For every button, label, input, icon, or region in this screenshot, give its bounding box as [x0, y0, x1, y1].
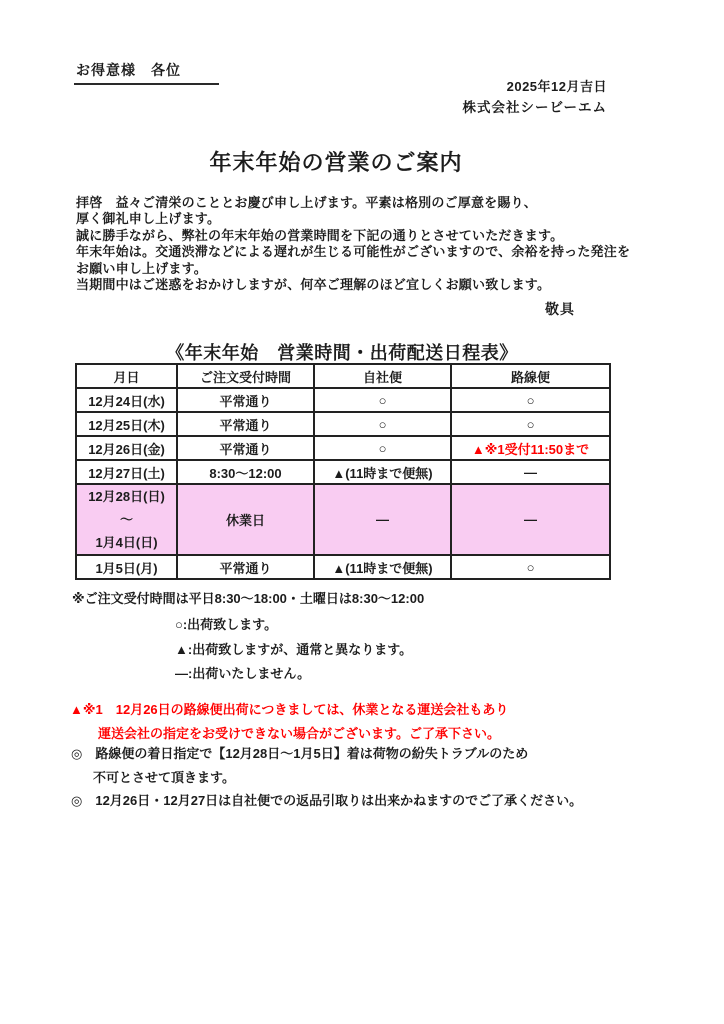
reception-hours-note: ※ご注文受付時間は平日8:30～18:00・土曜日は8:30～12:00 [72, 591, 425, 606]
cell-date: 12月27日(土) [76, 460, 177, 484]
col-header-date: 月日 [76, 364, 177, 388]
warning-line: 運送会社の指定をお受けできない場合がございます。ご了承下さい。 [98, 725, 500, 741]
cell-own-service: ○ [314, 412, 451, 436]
cell-own-service: — [314, 484, 451, 555]
cell-route-service-warning: ▲※1受付11:50まで [451, 436, 610, 460]
company-name: 株式会社シービーエム [462, 100, 607, 115]
date-range-end: 1月4日(日) [95, 535, 158, 550]
legend-dash: —:出荷いたしません。 [175, 666, 311, 681]
cell-date: 12月26日(金) [76, 436, 177, 460]
remark-line: ◎ 路線便の着日指定で【12月28日～1月5日】着は荷物の紛失トラブルのため [71, 746, 529, 761]
cell-date: 1月5日(月) [76, 555, 177, 579]
table-row [76, 436, 610, 460]
cell-route-service: ○ [451, 388, 610, 412]
body-line: 厚く御礼申し上げます。 [76, 211, 221, 227]
table-row [76, 555, 610, 579]
cell-date: 12月24日(水) [76, 388, 177, 412]
table-row [76, 460, 610, 484]
cell-date: 12月25日(木) [76, 412, 177, 436]
route-service-warning [70, 698, 508, 745]
page-title: 年末年始の営業のご案内 [209, 150, 463, 175]
document-date: 2025年12月吉日 [506, 79, 607, 94]
cell-order-time: 8:30～12:00 [177, 460, 314, 484]
recipient-line: お得意様 各位 [74, 60, 219, 85]
warning-line: ▲※1 12月26日の路線便出荷につきましては、休業となる運送会社もあり [70, 702, 509, 717]
cell-route-service: ○ [451, 555, 610, 579]
cell-route-service: ○ [451, 412, 610, 436]
date-range-tilde: ～ [119, 512, 133, 527]
remark-line: ◎ 12月26日・12月27日は自社便での返品引取りは出来かねますのでご了承ください。 [71, 793, 583, 808]
cell-own-service: ▲(11時まで便無) [314, 460, 451, 484]
symbol-legend [175, 613, 412, 687]
body-line: お願い申し上げます。 [76, 260, 207, 276]
table-row [76, 388, 610, 412]
closing-keigu: 敬具 [545, 301, 575, 317]
body-line: 年末年始は。交通渋滞などによる遅れが生じる可能性がございますので、余裕を持った発注を [76, 244, 631, 260]
remark-line: 不可とさせて頂きます。 [93, 769, 235, 785]
cell-order-time: 平常通り [177, 555, 314, 579]
body-line: 当期間中はご迷惑をおかけしますが、何卒ご理解のほど宜しくお願い致します。 [76, 277, 551, 293]
remarks-section [71, 742, 582, 813]
legend-circle: ○:出荷致します。 [175, 617, 278, 632]
cell-own-service: ○ [314, 388, 451, 412]
col-header-order-time: ご注文受付時間 [177, 364, 314, 388]
cell-route-service: — [451, 484, 610, 555]
legend-triangle: ▲:出荷致しますが、通常と異なります。 [175, 641, 413, 657]
body-line: 誠に勝手ながら、弊社の年末年始の営業時間を下記の通りとさせていただきます。 [76, 227, 564, 243]
cell-order-time: 平常通り [177, 436, 314, 460]
date-range-start: 12月28日(日) [88, 489, 165, 504]
schedule-table [75, 363, 611, 580]
schedule-table-title: 《年末年始 営業時間・出荷配送日程表》 [166, 343, 518, 363]
table-header-row [76, 364, 610, 388]
table-row-holiday-period [76, 484, 610, 555]
col-header-route-service: 路線便 [451, 364, 610, 388]
cell-route-service: — [451, 460, 610, 484]
cell-own-service: ○ [314, 436, 451, 460]
cell-date-range [76, 484, 177, 555]
cell-order-time: 平常通り [177, 412, 314, 436]
col-header-own-service: 自社便 [314, 364, 451, 388]
cell-order-time-closed: 休業日 [177, 484, 314, 555]
body-line: 拝啓 益々ご清栄のこととお慶び申し上げます。平素は格別のご厚意を賜り、 [76, 195, 537, 210]
table-row [76, 412, 610, 436]
cell-order-time: 平常通り [177, 388, 314, 412]
cell-own-service: ▲(11時まで便無) [314, 555, 451, 579]
greeting-paragraph [76, 195, 630, 293]
